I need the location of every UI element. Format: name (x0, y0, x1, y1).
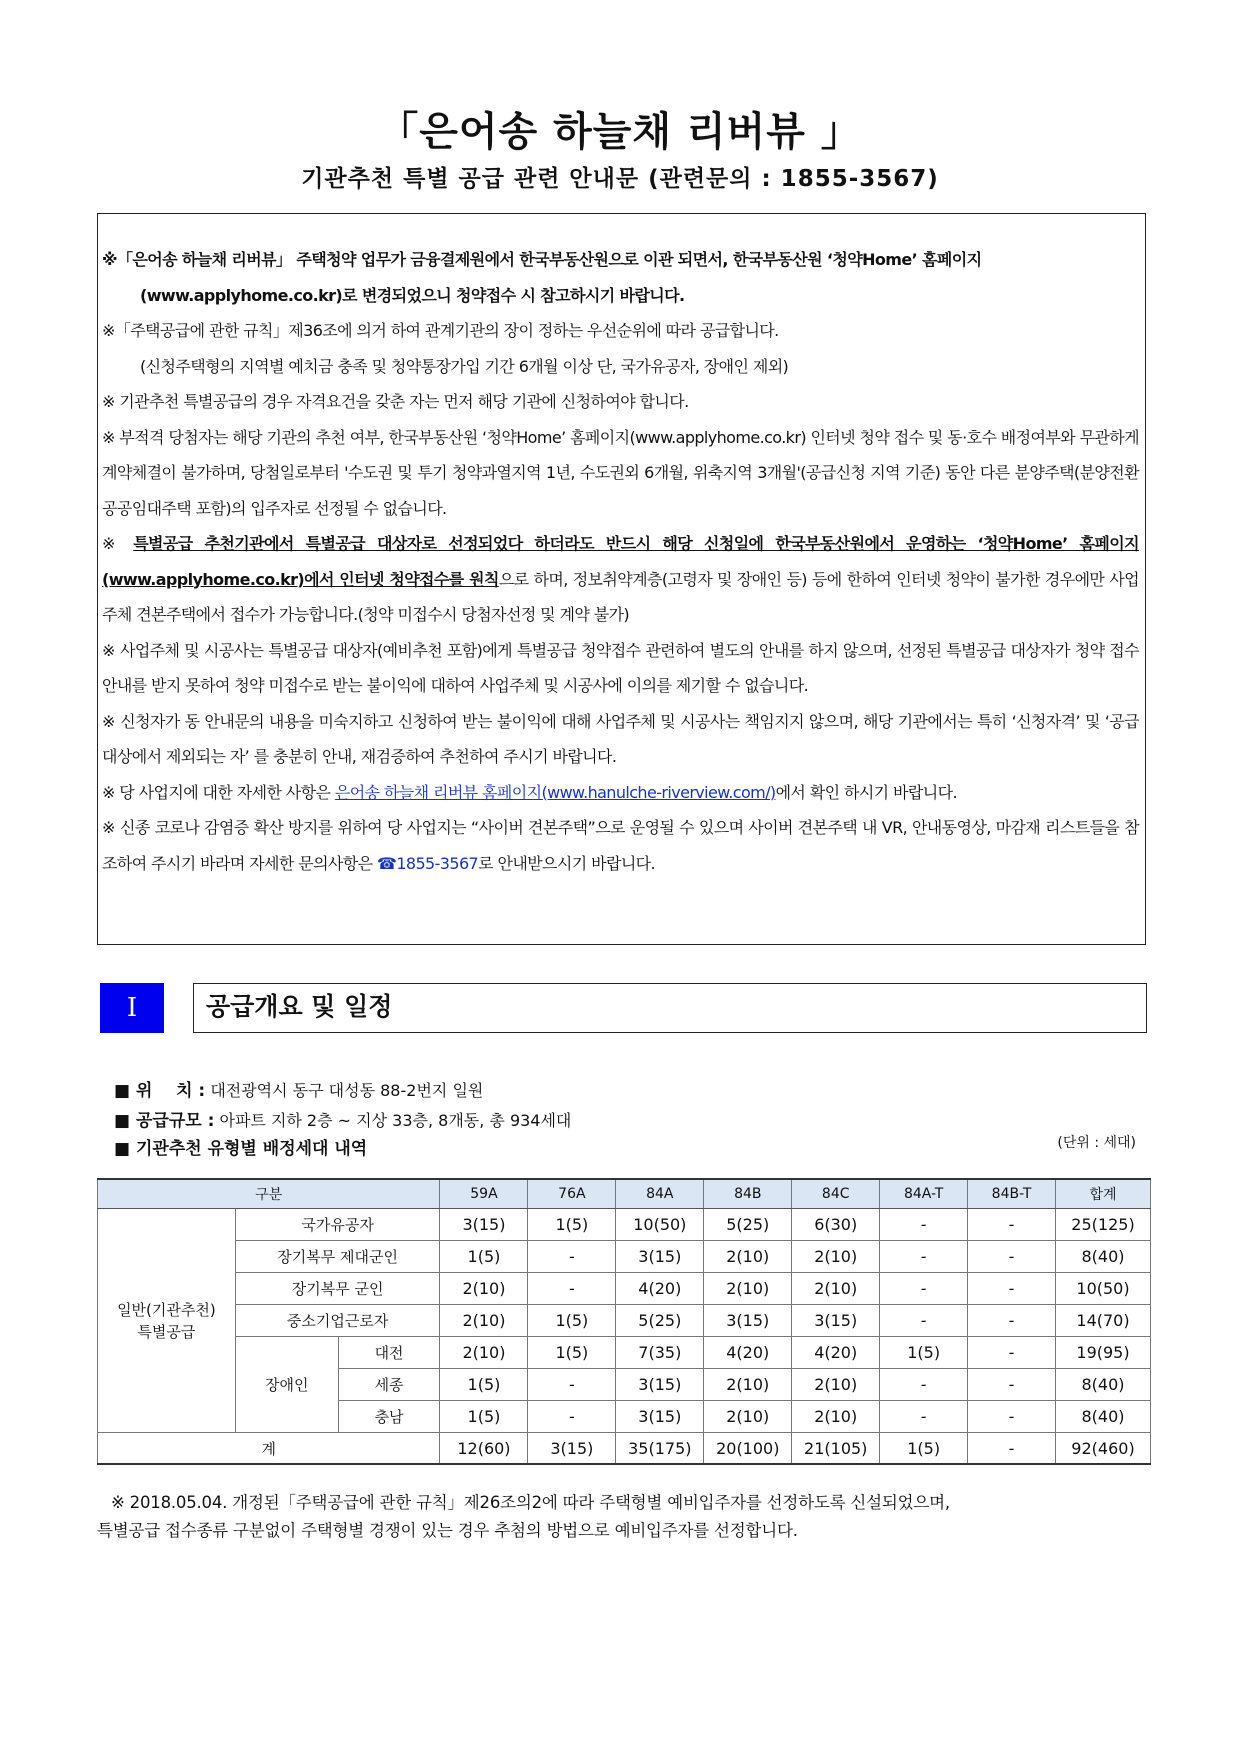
table-cell: 3(15) (616, 1369, 704, 1401)
notice-9 (102, 810, 1139, 881)
table-caption-label: ■ 기관추천 유형별 배정세대 내역 (114, 1139, 368, 1159)
row-label: 장기복무 군인 (235, 1273, 440, 1305)
footnote (97, 1489, 1157, 1545)
table-cell: - (968, 1209, 1056, 1241)
homepage-link[interactable]: 은어송 하늘채 리버뷰 홈페이지(www.hanulche-riverview.com/) (334, 782, 776, 802)
table-cell: 2(10) (792, 1369, 880, 1401)
notice-8-prefix: ※ 당 사업지에 대한 자세한 사항은 (102, 782, 335, 802)
table-cell: 2(10) (440, 1305, 528, 1337)
table-cell: 3(15) (616, 1401, 704, 1433)
scale-line (114, 1106, 571, 1131)
table-cell: 2(10) (704, 1273, 792, 1305)
table-cell: - (880, 1209, 968, 1241)
table-cell: 3(15) (616, 1241, 704, 1273)
table-cell: 10(50) (616, 1209, 704, 1241)
table-cell: 6(30) (792, 1209, 880, 1241)
notice-7: ※ 신청자가 동 안내문의 내용을 미숙지하고 신청하여 받는 불이익에 대해 사업주체 및 시공사는 책임지지 않으며, 해당 기관에서는 특히 ‘신청자격’ 및 ‘공급대상에서 제외되는 자’ 를 충분히 안내, 재검증하여 추천하여 주시기 바랍니다. (102, 711, 1139, 766)
table-cell: 8(40) (1056, 1369, 1151, 1401)
table-cell: - (528, 1241, 616, 1273)
table-cell: 4(20) (792, 1337, 880, 1369)
notice-8-suffix: 에서 확인 하시기 바랍니다. (775, 782, 957, 802)
table-row (98, 1305, 1151, 1337)
table-cell: 25(125) (1056, 1209, 1151, 1241)
header-cell: 59A (440, 1179, 528, 1209)
header-cell: 84A (616, 1179, 704, 1209)
table-cell: 2(10) (704, 1241, 792, 1273)
table-cell: 1(5) (880, 1337, 968, 1369)
table-cell: - (968, 1305, 1056, 1337)
table-cell: 2(10) (440, 1273, 528, 1305)
table-cell: - (968, 1337, 1056, 1369)
table-cell: 10(50) (1056, 1273, 1151, 1305)
table-cell: 8(40) (1056, 1401, 1151, 1433)
table-cell: 5(25) (704, 1209, 792, 1241)
table-cell: 1(5) (528, 1337, 616, 1369)
table-cell: 2(10) (704, 1369, 792, 1401)
location-label: ■ 위 치 : (114, 1081, 206, 1101)
notice-1b: (www.applyhome.co.kr)로 변경되었으니 청약접수 시 참고하시기 바랍니다. (140, 285, 685, 305)
notice-8 (102, 775, 1139, 811)
table-cell: 1(5) (440, 1401, 528, 1433)
table-cell: 2(10) (792, 1273, 880, 1305)
table-cell: 1(5) (440, 1241, 528, 1273)
table-cell: - (968, 1241, 1056, 1273)
notice-5-emphasis: 특별공급 추천기관에서 특별공급 대상자로 선정되었다 하더라도 반드시 해당 신청일에 한국부동산원에서 운영하는 ‘청약Home’ 홈페이지 (www.applyhome.co.kr)에서 인터넷 청약접수를 원칙 (102, 534, 1139, 589)
table-row (98, 1209, 1151, 1241)
table-cell: - (880, 1305, 968, 1337)
row-label: 대전 (338, 1337, 440, 1369)
table-row (98, 1273, 1151, 1305)
table-cell: - (528, 1369, 616, 1401)
table-cell: 14(70) (1056, 1305, 1151, 1337)
table-cell: 2(10) (792, 1401, 880, 1433)
table-cell: 3(15) (440, 1209, 528, 1241)
scale-label: ■ 공급규모 : (114, 1111, 215, 1131)
notice-4: ※ 부적격 당첨자는 해당 기관의 추천 여부, 한국부동산원 ‘청약Home’ 홈페이지(www.applyhome.co.kr) 인터넷 청약 접수 및 동·호수 배정여부와 무관하게 계약체결이 불가하며, 당첨일로부터 '수도권 및 투기 청약과열지역 1년, 수도권외 6개월, 위축지역 3개월'(공급신청 지역 기준) 동안 다른 분양주택(분양전환 공공임대주택 포함)의 입주자로 선정될 수 없습니다. (102, 427, 1139, 518)
header-cell: 구분 (98, 1179, 440, 1209)
phone-number: ☎1855-3567 (376, 853, 479, 873)
row-label: 세종 (338, 1369, 440, 1401)
row-label: 장기복무 제대군인 (235, 1241, 440, 1273)
table-cell: - (968, 1401, 1056, 1433)
location-value: 대전광역시 동구 대성동 88-2번지 일원 (210, 1081, 484, 1100)
table-cell: 2(10) (440, 1337, 528, 1369)
notice-5 (102, 526, 1139, 633)
row-label: 중소기업근로자 (235, 1305, 440, 1337)
table-cell: - (528, 1273, 616, 1305)
notice-3: ※ 기관추천 특별공급의 경우 자격요건을 갖춘 자는 먼저 해당 기관에 신청하여야 합니다. (102, 392, 689, 411)
header-cell: 84B (704, 1179, 792, 1209)
table-cell: 5(25) (616, 1305, 704, 1337)
page-title: 「은어송 하늘채 리버뷰 」 (378, 109, 862, 155)
scale-value: 아파트 지하 2층 ~ 지상 33층, 8개동, 총 934세대 (219, 1111, 572, 1130)
table-cell: - (880, 1273, 968, 1305)
notice-1a: ※「은어송 하늘채 리버뷰」 주택청약 업무가 금융결제원에서 한국부동산원으로 이관 되면서, 한국부동산원 ‘청약Home’ 홈페이지 (102, 250, 982, 269)
notice-box (97, 213, 1146, 945)
table-header-row (98, 1179, 1151, 1209)
section-title: 공급개요 및 일정 (193, 983, 1147, 1033)
header-cell: 84B-T (968, 1179, 1056, 1209)
header-cell: 84A-T (880, 1179, 968, 1209)
table-cell: 2(10) (704, 1401, 792, 1433)
row-label: 충남 (338, 1401, 440, 1433)
header-cell: 합계 (1056, 1179, 1151, 1209)
location-line (114, 1076, 483, 1101)
page-subtitle: 기관추천 특별 공급 관련 안내문 (관련문의 : 1855-3567) (301, 166, 939, 192)
table-cell: 19(95) (1056, 1337, 1151, 1369)
table-cell: 3(15) (792, 1305, 880, 1337)
table-cell: 35(175) (616, 1433, 704, 1465)
unit-label: (단위 : 세대) (1057, 1135, 1136, 1151)
table-cell: 7(35) (616, 1337, 704, 1369)
notice-2b: (신청주택형의 지역별 예치금 충족 및 청약통장가입 기간 6개월 이상 단, 국가유공자, 장애인 제외) (140, 356, 789, 376)
table-cell: 1(5) (528, 1209, 616, 1241)
table-cell: 1(5) (528, 1305, 616, 1337)
header-cell: 76A (528, 1179, 616, 1209)
footnote-line-1: ※ 2018.05.04. 개정된「주택공급에 관한 규칙」제26조의2에 따라 주택형별 예비입주자를 선정하도록 신설되었으며, (111, 1493, 950, 1512)
total-label: 계 (98, 1433, 440, 1465)
table-cell: 1(5) (440, 1369, 528, 1401)
table-row (98, 1337, 1151, 1369)
notice-6: ※ 사업주체 및 시공사는 특별공급 대상자(예비추천 포함)에게 특별공급 청약접수 관련하여 별도의 안내를 하지 않으며, 선정된 특별공급 대상자가 청약 접수안내를 받지 못하여 청약 미접수로 받는 불이익에 대하여 사업주체 및 시공사에 이의를 제기할 수 없습니다. (102, 640, 1139, 695)
table-cell: 92(460) (1056, 1433, 1151, 1465)
notice-9-suffix: 로 안내받으시기 바랍니다. (478, 853, 656, 873)
table-caption (114, 1134, 367, 1159)
group-label: 일반(기관추천) 특별공급 (98, 1209, 236, 1433)
header-cell: 84C (792, 1179, 880, 1209)
table-cell: 4(20) (704, 1337, 792, 1369)
table-cell: 1(5) (880, 1433, 968, 1465)
table-cell: 20(100) (704, 1433, 792, 1465)
table-row (98, 1241, 1151, 1273)
table-cell: 2(10) (792, 1241, 880, 1273)
table-cell: 21(105) (792, 1433, 880, 1465)
row-label: 국가유공자 (235, 1209, 440, 1241)
table-cell: 3(15) (704, 1305, 792, 1337)
table-cell: 4(20) (616, 1273, 704, 1305)
notice-5-rest: 으로 하며, 정보취약계층(고령자 및 장애인 등) 등에 한하여 인터넷 청약이 불가한 경우에만 사업주체 견본주택에서 접수가 가능합니다.(청약 미접수시 당첨자선정 및 계약 불가) (102, 569, 1139, 624)
notice-9-prefix: ※ 신종 코로나 감염증 확산 방지를 위하여 당 사업지는 “사이버 견본주택”으로 운영될 수 있으며 사이버 견본주택 내 VR, 안내동영상, 마감재 리스트들을 참조하여 주시기 바라며 자세한 문의사항은 (102, 818, 1139, 873)
table-cell: - (968, 1369, 1056, 1401)
footnote-line-2: 특별공급 접수종류 구분없이 주택형별 경쟁이 있는 경우 추첨의 방법으로 예비입주자를 선정합니다. (97, 1521, 798, 1540)
table-cell: 8(40) (1056, 1241, 1151, 1273)
notice-5-prefix: ※ (102, 534, 134, 553)
notice-2a: ※「주택공급에 관한 규칙」제36조에 의거 하여 관계기관의 장이 정하는 우선순위에 따라 공급합니다. (102, 321, 779, 340)
table-cell: - (968, 1273, 1056, 1305)
section-number-badge: I (100, 983, 164, 1033)
table-cell: - (880, 1401, 968, 1433)
table-cell: - (968, 1433, 1056, 1465)
table-cell: - (880, 1369, 968, 1401)
table-cell: - (880, 1241, 968, 1273)
table-total-row (98, 1433, 1151, 1465)
table-cell: 12(60) (440, 1433, 528, 1465)
allocation-table (97, 1178, 1151, 1465)
table-cell: - (528, 1401, 616, 1433)
disabled-group-label: 장애인 (235, 1337, 338, 1433)
table-cell: 3(15) (528, 1433, 616, 1465)
